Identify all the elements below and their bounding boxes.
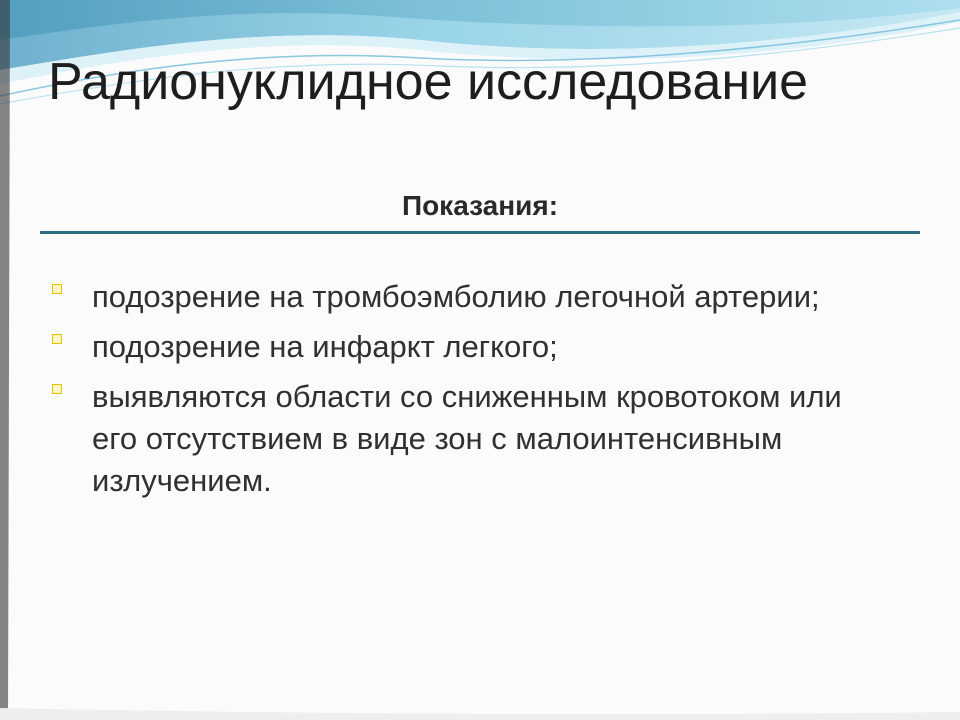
square-bullet-icon <box>52 284 62 294</box>
bullet-text: выявляются области со сниженным кровотоком или его отсутствием в виде зон с малоинтенсивным излучением. <box>92 379 842 498</box>
bullet-text: подозрение на инфаркт легкого; <box>92 329 558 364</box>
square-bullet-icon <box>52 334 62 344</box>
bullet-list <box>50 276 870 510</box>
slide-title: Радионуклидное исследование <box>48 53 809 111</box>
bullet-item <box>50 276 870 318</box>
bullet-item <box>50 326 870 368</box>
bullet-text: подозрение на тромбоэмболию легочной артерии; <box>92 279 820 314</box>
bullet-item <box>50 376 870 502</box>
section-subtitle: Показания: <box>401 190 559 221</box>
square-bullet-icon <box>52 384 62 394</box>
section-divider <box>40 231 920 234</box>
